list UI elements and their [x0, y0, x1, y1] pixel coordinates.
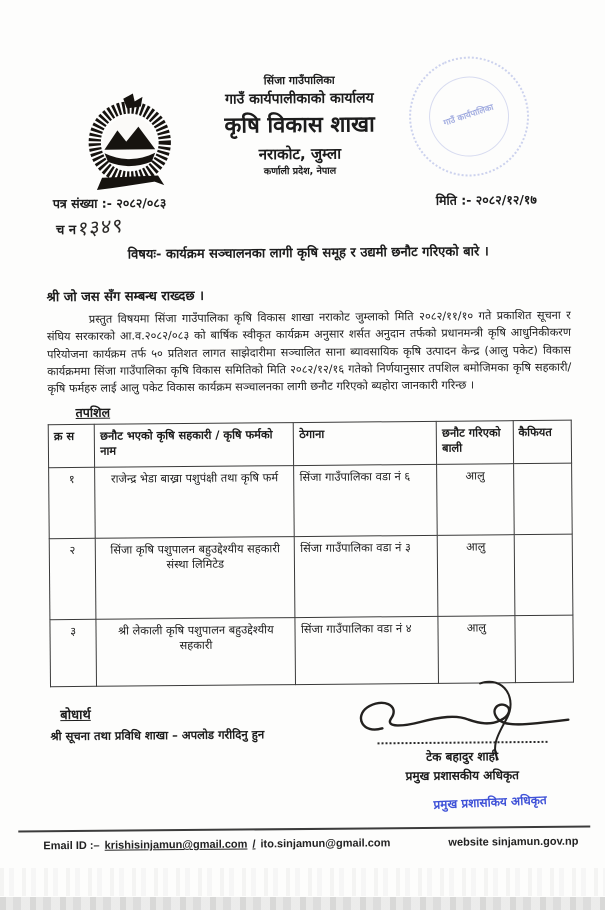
col-header-remarks: कैफियत	[513, 420, 572, 464]
bottom-row	[50, 696, 575, 814]
cell-address: सिंजा गाउँपालिका वडा नं ६	[294, 464, 437, 536]
cell-crop: आलु	[438, 615, 515, 683]
signatory-name: टेक बहादुर शाही	[426, 749, 499, 764]
cell-remarks	[514, 534, 573, 616]
salutation: श्री जो जस सँग सम्बन्ध राख्दछ ।	[46, 288, 205, 306]
round-stamp-text: गाउँ कार्यपालिका	[442, 103, 496, 130]
cell-name: सिंजा कृषि पशुपालन बहुउद्देश्यीय सहकारी संस्था लिमिटेड	[95, 536, 295, 619]
cc-title: बोधार्थ	[60, 707, 91, 723]
table-row	[50, 615, 574, 687]
dispatch-label: च न	[55, 222, 77, 239]
email-secondary: ito.sinjamun@gmail.com	[260, 837, 391, 851]
signature-block	[349, 696, 575, 811]
letterhead-office: गाउँ कार्यपालीकाको कार्यालय	[225, 90, 374, 108]
col-header-crop: छनौट गरिएको बाली	[436, 420, 513, 464]
subject-line: विषयः- कार्यक्रम सञ्चालनका लागी कृषि समूह र उद्यमी छनौट गरिएको बारे ।	[127, 244, 489, 263]
dispatch-number-handwritten: १३४९	[77, 212, 125, 241]
designation-stamp-text: प्रमुख प्रशासकिय अधिकृत	[433, 792, 547, 812]
email-primary: krishisinjamun@gmail.com	[104, 838, 248, 852]
letterhead-branch: कृषि विकास शाखा	[224, 112, 375, 139]
email-separator: /	[252, 838, 256, 851]
cell-name: राजेन्द्र भेडा बाख्रा पशुपंक्षी तथा कृषि फर्म	[95, 465, 295, 538]
col-header-name: छनौट भएको कृषि सहकारी / कृषि फर्मको नाम	[94, 422, 294, 467]
letterhead-place: नराकोट, जुम्ला	[258, 144, 342, 164]
cell-crop: आलु	[437, 534, 514, 616]
col-header-sn: क्र स	[48, 424, 95, 467]
tapasil-label: तपशिल	[75, 404, 111, 420]
dispatch-number	[56, 213, 124, 241]
table-row	[49, 534, 573, 620]
signatory-designation: प्रमुख प्रशासकीय अधिकृत	[405, 767, 520, 783]
cell-address: सिंजा गाउँपालिका वडा नं ३	[295, 535, 439, 617]
round-stamp-inner-ring	[416, 64, 522, 170]
scan-edge-strip	[0, 897, 605, 910]
cell-address: सिंजा गाउँपालिका वडा नं ४	[295, 616, 438, 684]
cell-sn: ३	[50, 619, 97, 686]
cc-section	[50, 698, 350, 814]
letterhead-province: कर्णाली प्रदेश, नेपाल	[263, 165, 337, 177]
cell-remarks	[513, 463, 572, 535]
table-row	[49, 463, 573, 539]
cell-sn: १	[49, 467, 96, 538]
cell-remarks	[515, 615, 574, 683]
letter-number: पत्र संख्या :- २०८२/०८३	[52, 195, 167, 212]
email-label: Email ID :–	[43, 839, 100, 853]
col-header-address: ठेगाना	[294, 421, 437, 465]
cell-sn: २	[49, 538, 96, 619]
letter-body-area	[46, 241, 575, 814]
cc-line: श्री सूचना तथा प्रविधि शाखा – अपलोड गरीदिनु हुन	[50, 727, 265, 744]
selection-table	[48, 419, 574, 687]
letter-date: मिति :- २०८२/१२/१७	[435, 191, 537, 208]
cell-name: श्री लेकाली कृषि पशुपालन बहुउद्देश्यीय सहकारी	[96, 617, 296, 686]
cell-crop: आलु	[437, 463, 514, 535]
footer-contact	[43, 836, 588, 853]
footer-divider	[18, 826, 590, 833]
body-paragraph: प्रस्तुत विषयमा सिंजा गाउँपालिका कृषि विकास शाखा नराकोट जुम्लाको मिति २०८२/११/१० गते प्रकाशित सूचना र संघिय सरकारको आ.व.२०८२/०८३ को बार्षिक स्वीकृत कार्यक्रम अनुसार शर्सत अनुदान तर्फको प्रधानमन्त्री कृषि आधुनिकीकरण परियोजना कार्यक्रम तर्फ ५० प्रतिशत लागत साझेदारीमा सञ्चालित साना ब्यावसायिक कृषि उत्पादन केन्द्र (आलु पकेट) विकास कार्यक्रममा सिंजा गाउँपालिका कृषि विकास समितिको मिति २०८२/१२/१६ गतेको निर्णयानुसार तपशिल बमोजिमका कृषि सहकारी/ कृषि फर्महरु लाई आलु पकेट विकास कार्यक्रम सञ्चालनका लागी छनौट गरिएको ब्यहोरा जानकारी गरिन्छ ।	[46, 308, 572, 396]
table-header-row	[48, 420, 571, 468]
scan-noise-band	[0, 868, 605, 896]
website-text: website sinjamun.gov.np	[448, 835, 579, 849]
letterhead-municipality: सिंजा गाउँपालिका	[263, 73, 335, 88]
